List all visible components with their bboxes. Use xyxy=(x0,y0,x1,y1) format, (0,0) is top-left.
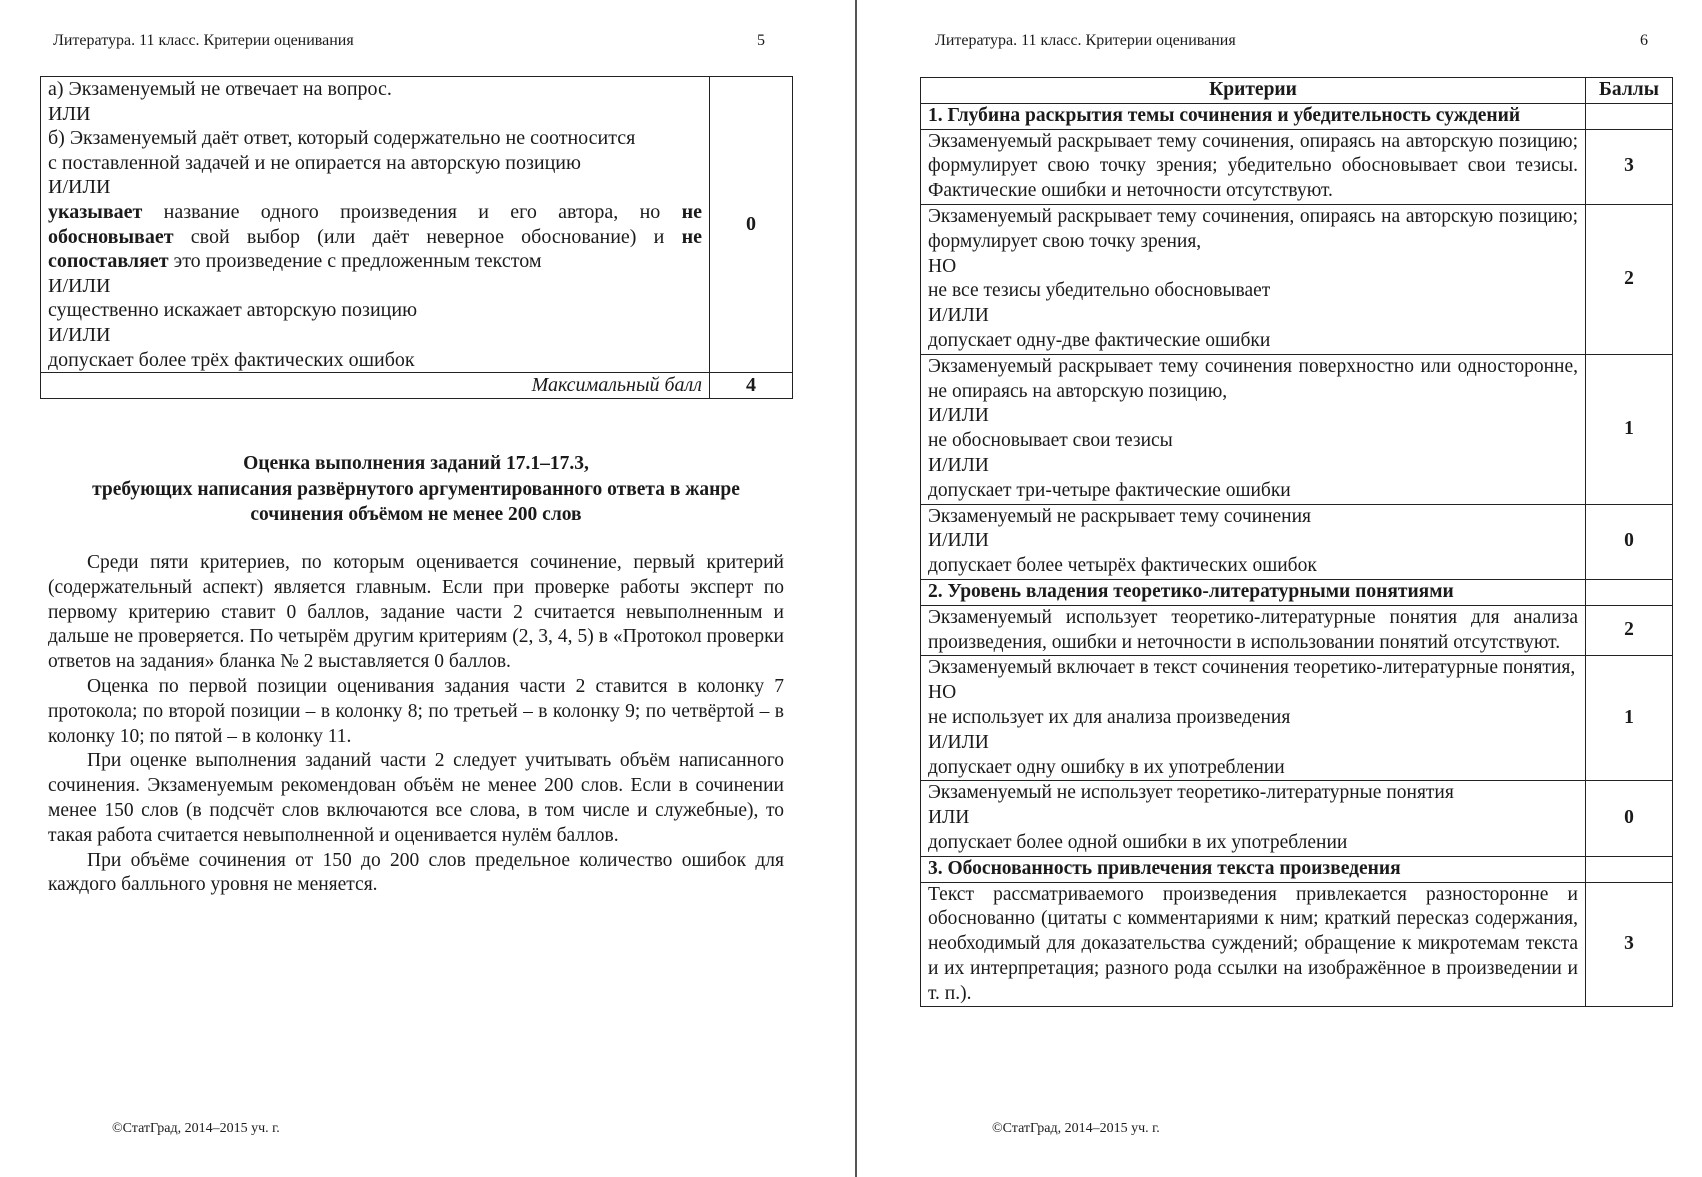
criteria-cell xyxy=(921,605,1586,656)
criteria-cell xyxy=(921,781,1586,856)
text-line: Экзаменуемый включает в текст сочинения теоретико-литературные понятия, xyxy=(928,657,1576,679)
text-line: И/ИЛИ xyxy=(928,454,989,476)
score-cell: 3 xyxy=(1586,882,1673,1007)
column-header-criteria: Критерии xyxy=(921,78,1586,104)
text-line: НО xyxy=(928,255,957,277)
text-line: И/ИЛИ xyxy=(928,305,989,327)
text-line: Экзаменуемый раскрывает тему сочинения, опираясь на авторскую позицию; формулирует свою точку зрения; убедительно обосновывает свои тезисы. Фактические ошибки и неточности отсутствуют. xyxy=(928,130,1578,202)
table-row xyxy=(921,781,1673,856)
text-line: не все тезисы убедительно обосновывает xyxy=(928,280,1271,302)
text-line: с поставленной задачей и не опирается на авторскую позицию xyxy=(48,151,581,174)
table-row xyxy=(921,504,1673,579)
text-line: Экзаменуемый раскрывает тему сочинения, опираясь на авторскую позицию; формулирует свою точку зрения, xyxy=(928,205,1578,252)
text-line: допускает более трёх фактических ошибок xyxy=(48,348,415,371)
text-line: ИЛИ xyxy=(48,102,91,125)
paragraph: Оценка по первой позиции оценивания задания части 2 ставится в колонку 7 протокола; по второй позиции – в колонку 8; по третьей – в колонку 9; по четвёртой – в колонку 10; по пятой – в колонку 11. xyxy=(48,675,784,747)
score-cell: 1 xyxy=(1586,656,1673,781)
criteria-table-continued xyxy=(40,76,793,399)
max-score-value: 4 xyxy=(710,373,793,399)
page-divider xyxy=(855,0,857,1177)
score-cell: 1 xyxy=(1586,354,1673,504)
heading-line: Оценка выполнения заданий 17.1–17.3, xyxy=(243,453,589,474)
bold-text: указывает xyxy=(48,200,143,223)
text: свой выбор (или даёт неверное обоснование) и xyxy=(173,225,665,248)
heading-line: сочинения объёмом не менее 200 слов xyxy=(250,504,582,525)
score-cell xyxy=(1586,579,1673,605)
page-header: Литература. 11 класс. Критерии оценивания xyxy=(53,32,354,49)
text-line: ИЛИ xyxy=(928,807,970,829)
table-row xyxy=(921,882,1673,1007)
text-line: Экзаменуемый раскрывает тему сочинения поверхностно или односторонне, не опираясь на авторскую позицию, xyxy=(928,355,1578,402)
section-title: 2. Уровень владения теоретико-литературными понятиями xyxy=(921,579,1586,605)
table-row xyxy=(921,605,1673,656)
text-line: И/ИЛИ xyxy=(928,405,989,427)
text-line: допускает одну ошибку в их употреблении xyxy=(928,756,1285,778)
text: название одного произведения и его автора, но xyxy=(142,200,661,223)
criteria-cell xyxy=(921,882,1586,1007)
criteria-cell xyxy=(41,77,710,373)
page-number: 5 xyxy=(757,32,765,49)
page-header: Литература. 11 класс. Критерии оценивания xyxy=(935,32,1236,49)
section-heading xyxy=(40,451,792,528)
section-title: 3. Обоснованность привлечения текста произведения xyxy=(921,856,1586,882)
text-line: допускает более четырёх фактических ошибок xyxy=(928,555,1317,577)
column-header-score: Баллы xyxy=(1586,78,1673,104)
text-line: допускает одну-две фактические ошибки xyxy=(928,329,1271,351)
section-row xyxy=(921,856,1673,882)
paragraph: Среди пяти критериев, по которым оценивается сочинение, первый критерий (содержательный аспект) является главным. Если при проверке работы эксперт по первому критерию ставит 0 баллов, задание части 2 считается невыполненным и дальше не проверяется. По четырём другим критериям (2, 3, 4, 5) в «Протокол проверки ответов на задания» бланка № 2 выставляется 0 баллов. xyxy=(48,552,784,673)
table-row xyxy=(921,656,1673,781)
bold-text: не сопоставляет xyxy=(48,225,702,273)
criteria-cell xyxy=(921,504,1586,579)
text-line: допускает три-четыре фактические ошибки xyxy=(928,479,1291,501)
score-cell: 2 xyxy=(1586,605,1673,656)
text-line: Экзаменуемый не использует теоретико-литературные понятия xyxy=(928,782,1454,804)
criteria-cell xyxy=(921,129,1586,204)
text-line: Текст рассматриваемого произведения привлекается разносторонне и обоснованно (цитаты с комментариями к ним; краткий пересказ содержания, необходимый для доказательства суждений; обращение к микротемам текста и их интерпретация; разного рода ссылки на изображённое в произведении и т. п.). xyxy=(928,883,1578,1004)
score-cell: 0 xyxy=(1586,504,1673,579)
page-footer: ©СтатГрад, 2014–2015 уч. г. xyxy=(992,1121,1160,1136)
text-line: И/ИЛИ xyxy=(48,323,111,346)
text-line: не обосновывает свои тезисы xyxy=(928,430,1173,452)
criteria-cell xyxy=(921,354,1586,504)
section-row xyxy=(921,579,1673,605)
paragraph: При оценке выполнения заданий части 2 следует учитывать объём написанного сочинения. Экзаменуемым рекомендован объём не менее 200 слов. Если в сочинении менее 150 слов (в подсчёт слов включаются все слова, в том числе и служебные), то такая работа считается невыполненной и оценивается нулём баллов. xyxy=(48,750,784,846)
text-line: б) Экзаменуемый даёт ответ, который содержательно не соотносится xyxy=(48,127,636,150)
text-line: И/ИЛИ xyxy=(928,731,989,753)
table-header-row xyxy=(921,78,1673,104)
table-row xyxy=(921,354,1673,504)
criteria-cell xyxy=(921,204,1586,354)
text-line: Экзаменуемый использует теоретико-литературные понятия для анализа произведения, ошибки и неточности в использовании понятий отсутствуют. xyxy=(928,606,1578,653)
table-row xyxy=(921,129,1673,204)
section-title: 1. Глубина раскрытия темы сочинения и убедительность суждений xyxy=(921,103,1586,129)
score-cell: 3 xyxy=(1586,129,1673,204)
text-line: а) Экзаменуемый не отвечает на вопрос. xyxy=(48,78,392,100)
text-line: И/ИЛИ xyxy=(48,274,111,297)
score-cell: 0 xyxy=(710,77,793,373)
text-line: существенно искажает авторскую позицию xyxy=(48,299,418,322)
score-cell xyxy=(1586,103,1673,129)
paragraph: При объёме сочинения от 150 до 200 слов предельное количество ошибок для каждого балльного уровня не меняется. xyxy=(48,849,784,896)
score-cell: 2 xyxy=(1586,204,1673,354)
text-line: НО xyxy=(928,682,957,704)
text-line: И/ИЛИ xyxy=(928,530,989,552)
page-number: 6 xyxy=(1640,32,1648,49)
text-block xyxy=(48,200,702,274)
max-score-label: Максимальный балл xyxy=(41,373,710,399)
table-row xyxy=(41,77,793,373)
body-text xyxy=(48,551,784,898)
criteria-cell xyxy=(921,656,1586,781)
page-footer: ©СтатГрад, 2014–2015 уч. г. xyxy=(112,1121,280,1136)
bold-text: не обосновывает xyxy=(48,200,702,248)
table-row xyxy=(921,204,1673,354)
criteria-table xyxy=(920,77,1673,1007)
heading-line: требующих написания развёрнутого аргументированного ответа в жанре xyxy=(92,478,740,500)
text-line: И/ИЛИ xyxy=(48,176,111,199)
text: это произведение с предложенным текстом xyxy=(168,250,542,273)
section-row xyxy=(921,103,1673,129)
score-cell xyxy=(1586,856,1673,882)
max-score-row xyxy=(41,373,793,399)
text-line: допускает более одной ошибки в их употреблении xyxy=(928,831,1348,853)
text-line: не использует их для анализа произведения xyxy=(928,706,1291,728)
score-cell: 0 xyxy=(1586,781,1673,856)
text-line: Экзаменуемый не раскрывает тему сочинения xyxy=(928,505,1312,527)
